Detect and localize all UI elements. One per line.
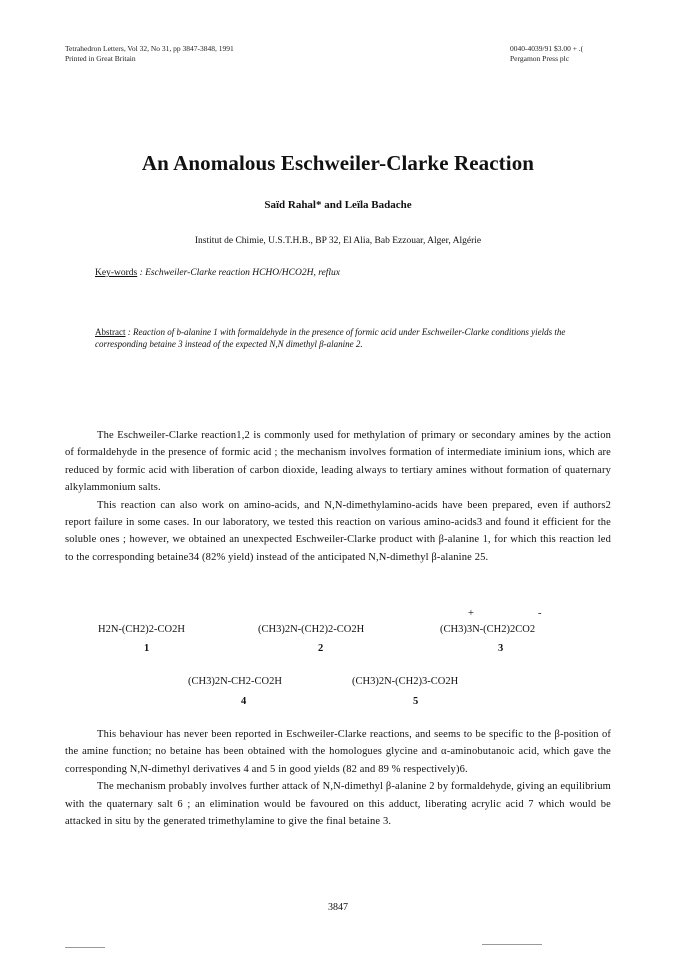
abstract-text: : Reaction of b-alanine 1 with formaldehyde in the presence of formic acid under Eschweiler-Clarke conditions yields the corresponding betaine 3 instead of the expected N,N dimethyl β-alanine 2. <box>95 327 566 349</box>
compound-2-number: 2 <box>318 643 324 654</box>
paragraph-discussion: This behaviour has never been reported in Eschweiler-Clarke reactions, and seems to be specific to the β-position of the amine function; no betaine has been obtained with the homologues glycine and α-aminobutanoic acid, which gave the corresponding N,N-dimethyl derivatives 4 and 5 in good yields (82 and 89 % respectively)6. <box>65 729 611 775</box>
compound-3-number: 3 <box>498 643 504 654</box>
bottom-rule-left <box>65 947 105 948</box>
body-section-2 <box>65 726 611 830</box>
keywords <box>95 268 340 278</box>
publisher-info <box>510 44 670 64</box>
paragraph-intro: The Eschweiler-Clarke reaction1,2 is commonly used for methylation of primary or secondary amines by the action of formaldehyde in the presence of formic acid ; the mechanism involves formation of intermediate iminium ions, which are reduced by formic acid with liberation of carbon dioxide, leading always to tertiary amines without formation of quaternary alkylammonium salts. <box>65 430 611 494</box>
journal-citation-line: Tetrahedron Letters, Vol 32, No 31, pp 3847-3848, 1991 <box>65 44 234 53</box>
compound-1-formula: H2N-(CH2)2-CO2H <box>98 624 185 635</box>
compound-2-formula: (CH3)2N-(CH2)2-CO2H <box>258 624 365 635</box>
printed-in-line: Printed in Great Britain <box>65 54 136 63</box>
compound-3-charge-plus: + <box>468 608 474 619</box>
paper-title: An Anomalous Eschweiler-Clarke Reaction <box>141 151 535 175</box>
affiliation: Institut de Chimie, U.S.T.H.B., BP 32, El Alia, Bab Ezzouar, Alger, Algérie <box>194 236 482 246</box>
body-section-1 <box>65 427 611 566</box>
bottom-rule-right <box>482 944 542 945</box>
compound-1-number: 1 <box>144 643 150 654</box>
keywords-label: Key-words <box>95 268 138 278</box>
compound-3-formula: (CH3)3N-(CH2)2CO2 <box>440 624 536 635</box>
keywords-text: : Eschweiler-Clarke reaction HCHO/HCO2H, reflux <box>139 268 341 278</box>
page-number: 3847 <box>328 902 348 913</box>
paragraph-mechanism: The mechanism probably involves further attack of N,N-dimethyl β-alanine 2 by formaldehyde, giving an equilibrium with the quaternary salt 6 ; an elimination would be favoured on this adduct, liberating acrylic acid 7 which would be attacked in situ by the generated trimethylamine to give the final betaine 3. <box>65 781 611 828</box>
issn-price-line: 0040-4039/91 $3.00 + .( <box>510 44 584 53</box>
compound-3-charge-minus: - <box>538 608 542 619</box>
compound-4-formula: (CH3)2N-CH2-CO2H <box>188 676 282 687</box>
compound-5-number: 5 <box>413 696 419 707</box>
abstract <box>95 327 585 350</box>
publisher-line: Pergamon Press plc <box>510 54 570 63</box>
author-list: Saïd Rahal* and Leïla Badache <box>264 199 412 211</box>
compound-5-formula: (CH3)2N-(CH2)3-CO2H <box>352 676 459 687</box>
abstract-label: Abstract <box>95 327 126 337</box>
journal-citation <box>65 44 234 64</box>
paragraph-results: This reaction can also work on amino-acids, and N,N-dimethylamino-acids have been prepared, even if authors2 report failure in some cases. In our laboratory, we tested this reaction on various amino-acids3 and found it efficient for the soluble ones ; however, we obtained an unexpected Eschweiler-Clarke product with β-alanine 1, for which this reaction led to the corresponding betaine34 (82% yield) instead of the anticipated N,N-dimethyl β-alanine 25. <box>65 499 611 563</box>
compound-4-number: 4 <box>241 696 247 707</box>
